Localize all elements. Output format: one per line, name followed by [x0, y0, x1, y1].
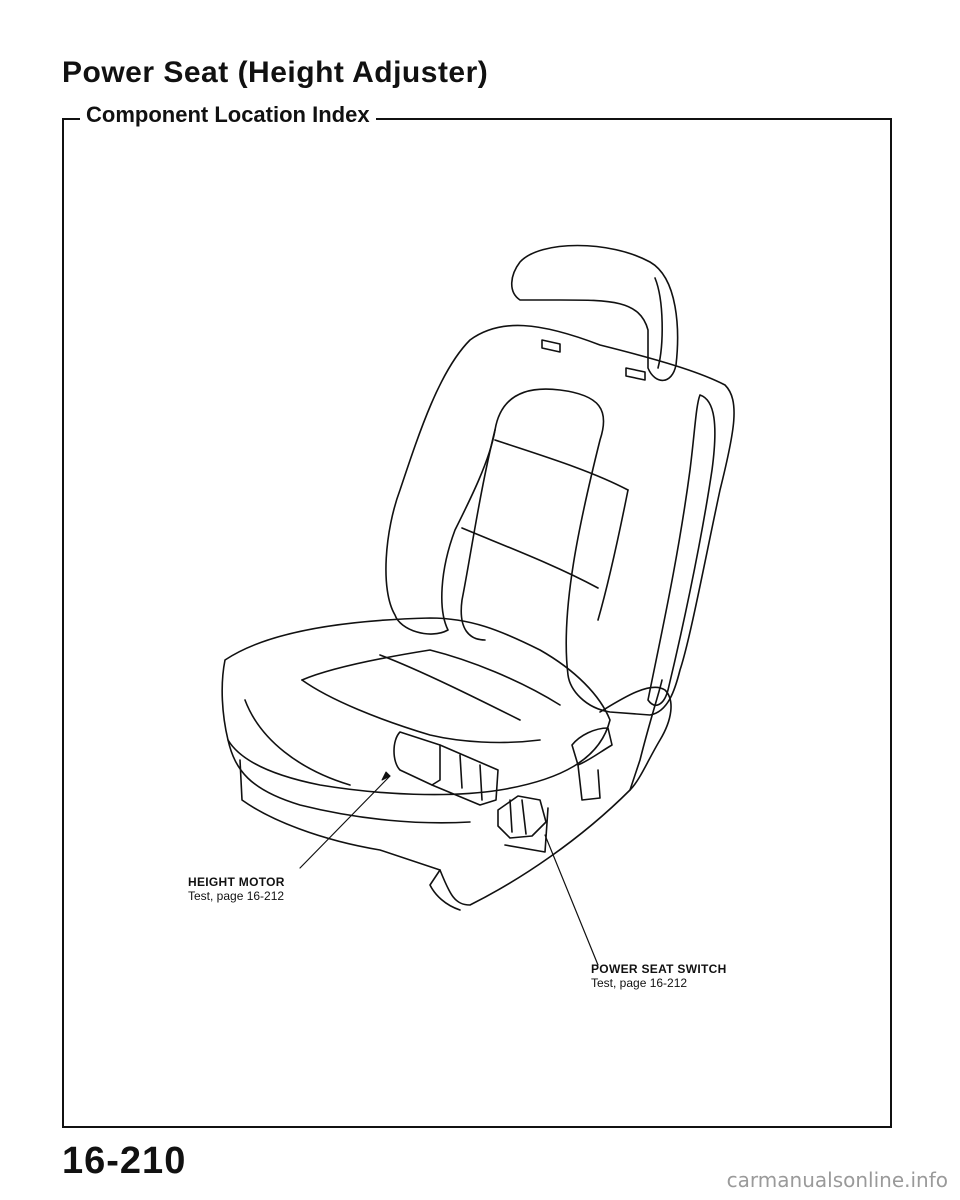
recline-lever [572, 728, 612, 765]
callout-height-motor-name: HEIGHT MOTOR [188, 875, 285, 889]
watermark[interactable]: carmanualsonline.info [726, 1168, 948, 1192]
callout-power-seat-switch-name: POWER SEAT SWITCH [591, 962, 727, 976]
headrest-post-left [542, 340, 560, 352]
section-title: Component Location Index [80, 102, 376, 128]
headrest [512, 246, 678, 381]
headrest-post-right [626, 368, 645, 380]
callout-height-motor [188, 875, 285, 903]
page-number: 16-210 [62, 1140, 187, 1182]
leader-height-motor [300, 776, 390, 868]
callout-power-seat-switch-ref: Test, page 16-212 [591, 976, 688, 990]
seat-cushion [222, 618, 610, 795]
callout-height-motor-ref: Test, page 16-212 [188, 889, 285, 903]
page-title: Power Seat (Height Adjuster) [62, 56, 489, 89]
leader-power-seat-switch [545, 835, 598, 965]
callout-power-seat-switch [591, 962, 727, 990]
